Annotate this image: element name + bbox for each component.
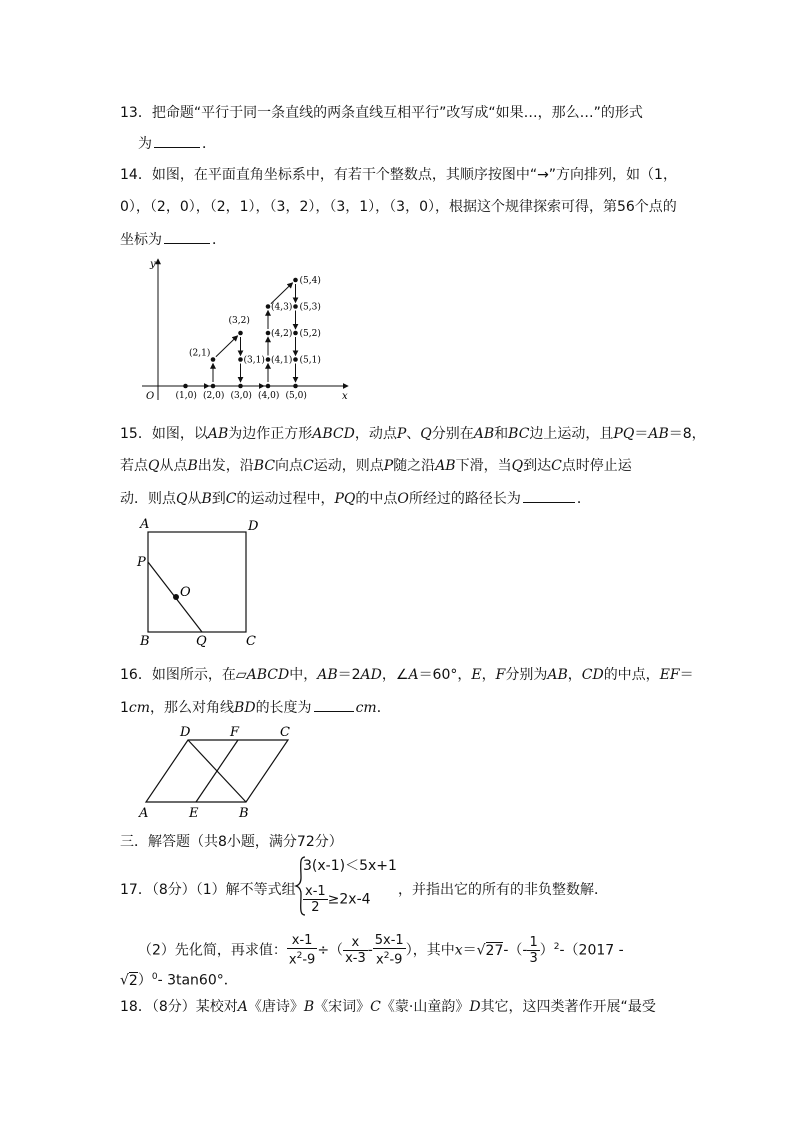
label-o: O xyxy=(180,585,191,600)
q15-t5: 分别在 xyxy=(431,426,474,442)
q17-f3-den xyxy=(373,949,406,967)
q14-point xyxy=(293,304,298,309)
q15-var-ab2: AB xyxy=(473,426,495,442)
q17-exp2: 2 xyxy=(553,942,560,952)
q16-var-cd: CD xyxy=(581,667,604,683)
label-d: D xyxy=(180,725,191,740)
q17-sqrt27: √27 xyxy=(476,942,504,959)
q15-t24: 所经过的路径长为 xyxy=(408,491,521,507)
q14-coordinate-figure xyxy=(140,255,360,405)
q17-p2-t8: - 3tan60°． xyxy=(157,972,238,989)
q16-unit-cm2: cm xyxy=(355,700,377,716)
q15-t16: 下滑，当 xyxy=(455,458,512,474)
q17-part2-line2 xyxy=(120,967,238,991)
q17-var-x: x xyxy=(454,942,463,959)
q14-line3-post: ． xyxy=(212,232,226,248)
q15-square-figure xyxy=(136,516,266,649)
q15-t2: 为边作正方形 xyxy=(228,426,313,442)
q16-var-abcd: ABCD xyxy=(246,667,290,683)
y-axis-label: y xyxy=(150,259,156,270)
q16-line2 xyxy=(120,697,391,718)
q15-t15: 随之沿 xyxy=(393,458,436,474)
q14-point xyxy=(266,331,271,336)
q17-f3-den-exp: 2 xyxy=(383,951,390,962)
q15-var-abcd: ABCD xyxy=(312,426,355,442)
q17-part1-pre: 17．（8分）（1）解不等式组 xyxy=(120,882,296,898)
q15-t22: 的运动过程中， xyxy=(236,491,335,507)
q14-point xyxy=(266,304,271,309)
q16-var-ab2: AB xyxy=(547,667,568,683)
q16-t2: 中， xyxy=(289,667,318,683)
q16-t9: 的中点， xyxy=(603,667,660,683)
q18-book1: 《唐诗》 xyxy=(247,999,304,1015)
q16-t1: 16．如图所示，在▱ xyxy=(120,667,247,683)
q14-line3-pre: 坐标为 xyxy=(120,232,162,248)
q14-point xyxy=(293,331,298,336)
q15-t20: 从 xyxy=(187,491,202,507)
q15-t18: 点时停止运 xyxy=(561,458,632,474)
q16-t8: ， xyxy=(567,667,582,683)
q14-point-label: (4,3) xyxy=(271,302,293,313)
q14-point xyxy=(266,384,271,389)
point-o xyxy=(173,594,179,600)
section-3-heading: 三．解答题（共8小题，满分72分） xyxy=(120,834,343,850)
q14-points xyxy=(176,275,321,401)
q15-line1 xyxy=(120,424,706,444)
q14-point-label: (4,0) xyxy=(258,391,280,401)
q15-var-p2: P xyxy=(383,458,394,474)
q14-point-label: (4,1) xyxy=(271,355,293,366)
q15-var-bc2: BC xyxy=(253,458,276,474)
q17-frac3 xyxy=(373,933,406,967)
q14-arrow xyxy=(271,283,293,304)
label-c: C xyxy=(280,725,290,740)
q16-t11: 1 xyxy=(120,700,129,716)
q15-var-b: B xyxy=(187,458,198,474)
q17-frac2 xyxy=(343,935,368,966)
label-c: C xyxy=(246,634,256,649)
q15-answer-blank xyxy=(523,488,575,503)
q15-var-b2: B xyxy=(201,491,212,507)
q17-part2-line1 xyxy=(138,929,624,969)
q15-var-c3: C xyxy=(225,491,237,507)
q14-point xyxy=(238,357,243,362)
origin-label: O xyxy=(146,391,155,402)
q17-p2-t5: ） xyxy=(539,942,554,959)
q16-unit-cm: cm xyxy=(128,700,151,716)
q17-part1-post: ，并指出它的所有的非负整数解． xyxy=(398,882,608,898)
q14-answer-blank xyxy=(164,229,210,244)
q14-point xyxy=(183,384,188,389)
q14-point-label: (3,1) xyxy=(243,355,265,366)
q15-t3: ，动点 xyxy=(354,426,397,442)
q13-line2-post: ． xyxy=(202,136,216,152)
q17-p2-minus: - xyxy=(367,942,373,959)
q16-var-a: A xyxy=(408,667,419,683)
q15-var-c2: C xyxy=(551,458,562,474)
q14-point xyxy=(238,331,243,336)
q15-var-q2: Q xyxy=(148,458,160,474)
q15-t10: 若点 xyxy=(120,458,148,474)
q17-p2-t2: ），其中 xyxy=(405,942,455,959)
q18-var-a: A xyxy=(237,999,248,1015)
q14-line1: 14．如图，在平面直角坐标系中，有若干个整数点，其顺序按图中“→”方向排列，如（1， xyxy=(120,167,677,183)
q16-var-ad: AD xyxy=(360,667,382,683)
q15-t1: 15．如图，以 xyxy=(120,426,208,442)
q17-f3-den-rest: -9 xyxy=(389,952,403,968)
q17-f2-den: x-3 xyxy=(345,951,366,967)
q18-t1: 18．（8分）某校对 xyxy=(120,999,238,1015)
q16-t13: 的长度为 xyxy=(255,700,312,716)
q14-arrow xyxy=(216,336,238,357)
q15-var-pq: PQ xyxy=(613,426,635,442)
q16-var-ef: EF xyxy=(659,667,680,683)
q14-point xyxy=(293,384,298,389)
q15-var-p: P xyxy=(396,426,407,442)
label-q: Q xyxy=(196,634,207,649)
q16-var-f: F xyxy=(495,667,506,683)
q15-t14: 运动，则点 xyxy=(313,458,384,474)
q15-t17: 到达 xyxy=(523,458,552,474)
q17-p2-t1: （2）先化简，再求值： xyxy=(138,942,287,959)
q17-p2-t6: -（2017 - xyxy=(559,942,624,959)
x-axis-label: x xyxy=(342,391,348,402)
q16-t14: ． xyxy=(376,700,391,716)
q15-line2 xyxy=(120,456,632,476)
q18-line1 xyxy=(120,997,656,1017)
q16-line1 xyxy=(120,665,694,685)
q17-f1-den-base: x xyxy=(288,952,297,968)
q17-sqrt27-value: 27 xyxy=(485,942,504,959)
q18-var-c: C xyxy=(370,999,381,1015)
label-e: E xyxy=(189,806,199,821)
q17-f2-num: x xyxy=(343,935,368,951)
label-d: D xyxy=(248,519,259,534)
q16-t7: 分别为 xyxy=(505,667,548,683)
label-a: A xyxy=(139,806,149,821)
q17-exp0: 0 xyxy=(151,972,158,982)
label-a: A xyxy=(140,517,150,532)
q17-f1-den-exp: 2 xyxy=(296,951,303,962)
q13-line1: 13．把命题“平行于同一条直线的两条直线互相平行”改写成“如果…，那么…”的形式 xyxy=(120,105,643,121)
q14-point-label: (2,0) xyxy=(203,391,225,401)
label-b: B xyxy=(140,634,150,649)
q13-answer-blank xyxy=(154,133,200,148)
q18-book2: 《宋词》 xyxy=(314,999,371,1015)
q17-f3-num: 5x-1 xyxy=(374,933,404,949)
q17-frac1 xyxy=(287,933,317,967)
q16-t10: ＝ xyxy=(679,667,694,683)
q17-sqrt2: √2 xyxy=(120,972,138,989)
q16-var-bd: BD xyxy=(234,700,256,716)
q17-inequality-2 xyxy=(303,884,371,915)
q15-t4: 、 xyxy=(406,426,421,442)
q15-t9: ＝8， xyxy=(668,426,706,442)
q17-frac4 xyxy=(527,935,539,966)
q18-t2: 其它，这四类著作开展“最受 xyxy=(480,999,656,1015)
q18-var-d: D xyxy=(469,999,481,1015)
q14-point-label: (4,2) xyxy=(271,329,293,339)
q14-point-label: (1,0) xyxy=(175,391,197,401)
q16-t5: ＝60°， xyxy=(418,667,472,683)
q16-t3: ＝2 xyxy=(337,667,361,683)
q15-var-ab3: AB xyxy=(648,426,669,442)
q17-f1-num: x-1 xyxy=(287,933,317,949)
label-f: F xyxy=(230,725,240,740)
q17-f4-num: 1 xyxy=(529,935,538,951)
q15-t7: 边上运动，且 xyxy=(529,426,614,442)
q18-book3: 《蒙·山童韵》 xyxy=(380,999,470,1015)
q14-point-label: (5,3) xyxy=(299,302,321,313)
q15-t23: 的中点 xyxy=(355,491,398,507)
q14-point-label: (3,0) xyxy=(230,391,252,401)
q15-var-q: Q xyxy=(420,426,432,442)
q17-p2-t7: ） xyxy=(137,972,152,989)
q13-line2-pre: 为 xyxy=(138,136,152,152)
q14-point-label: (5,1) xyxy=(299,355,321,366)
label-p: P xyxy=(137,555,146,570)
q14-point-label: (3,2) xyxy=(228,316,250,326)
q14-point xyxy=(266,357,271,362)
q18-var-b: B xyxy=(303,999,315,1015)
q14-point xyxy=(293,357,298,362)
q14-point xyxy=(238,384,243,389)
segment-ef xyxy=(196,740,238,802)
q17-ineq2-den: 2 xyxy=(311,900,320,915)
q16-t4: ，∠ xyxy=(381,667,409,683)
q17-p2-div: ÷（ xyxy=(317,942,344,959)
q15-t6: 和 xyxy=(494,426,509,442)
q15-var-c: C xyxy=(303,458,314,474)
q15-var-ab4: AB xyxy=(435,458,456,474)
q16-var-e: E xyxy=(471,667,482,683)
q17-p2-t3: ＝ xyxy=(462,942,477,959)
q15-var-q3: Q xyxy=(511,458,524,474)
q17-f4-den: 3 xyxy=(529,951,538,967)
q15-var-ab: AB xyxy=(207,426,229,442)
q17-inequality-1: 3(x-1)＜5x+1 xyxy=(303,858,397,874)
q15-var-o: O xyxy=(397,491,409,507)
q14-point-label: (2,1) xyxy=(189,348,211,359)
q17-f1-den-rest: -9 xyxy=(302,952,316,968)
q15-t19: 动．则点 xyxy=(120,491,176,507)
q15-t8: ＝ xyxy=(634,426,649,442)
q16-t6: ， xyxy=(481,667,496,683)
label-b: B xyxy=(239,806,249,821)
q17-sqrt2-value: 2 xyxy=(128,972,138,989)
q14-point-label: (5,2) xyxy=(299,329,321,339)
q17-ineq2-rest: ≥2x-4 xyxy=(327,891,371,908)
q15-line3 xyxy=(120,488,591,509)
q15-t21: 到 xyxy=(211,491,226,507)
q14-point xyxy=(293,278,298,283)
q13-line2 xyxy=(138,133,216,154)
q16-t12: ，那么对角线 xyxy=(150,700,235,716)
q14-point-label: (5,0) xyxy=(285,391,307,401)
q17-ineq2-fraction xyxy=(303,884,328,915)
q15-t12: 出发，沿 xyxy=(197,458,254,474)
q15-var-pq2: PQ xyxy=(334,491,356,507)
q17-ineq2-num: x-1 xyxy=(305,884,326,899)
q15-var-q4: Q xyxy=(176,491,188,507)
q16-answer-blank xyxy=(314,697,354,712)
q14-point xyxy=(211,357,216,362)
q17-f3-den-base: x xyxy=(376,952,384,968)
q17-f1-den xyxy=(287,949,317,967)
q16-var-ab: AB xyxy=(317,667,338,683)
q15-t13: 向点 xyxy=(275,458,304,474)
q17-p2-t4: -（- xyxy=(503,942,528,959)
q16-parallelogram-figure xyxy=(136,722,300,822)
q15-t25: ． xyxy=(576,491,591,507)
q14-line3 xyxy=(120,229,226,250)
q14-point-label: (5,4) xyxy=(299,276,321,286)
q14-point xyxy=(211,384,216,389)
q15-var-bc: BC xyxy=(508,426,530,442)
q14-line2: 0），（2，0），（2，1），（3，2），（3，1），（3，0），根据这个规律探索可得，第56个点的 xyxy=(120,199,677,215)
q15-t11: 从点 xyxy=(159,458,188,474)
